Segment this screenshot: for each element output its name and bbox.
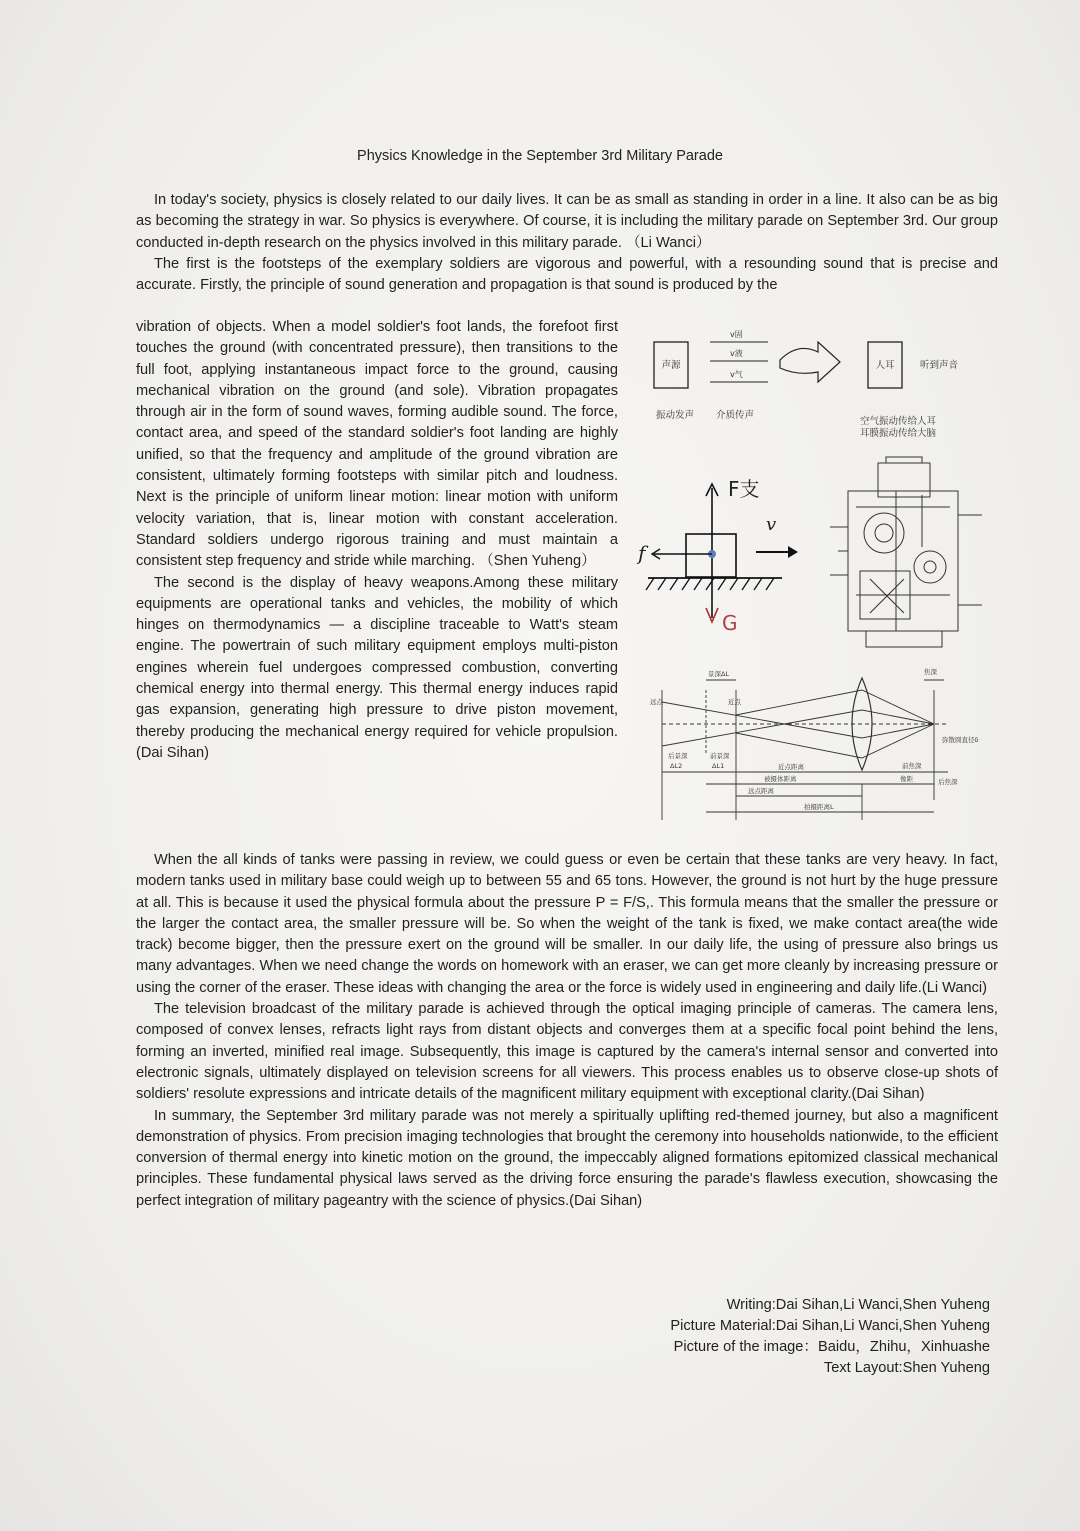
engine-block-outline: [848, 491, 958, 631]
caption-vibration: 振动发声: [656, 410, 695, 421]
force-diagram: [632, 468, 817, 638]
front-focus-label: 前焦深: [902, 762, 922, 770]
ear-label: 人耳: [875, 360, 895, 371]
paragraph-camera: The television broadcast of the military parade is achieved through the optical imaging principle of cameras. The camera lens, composed of convex lenses, refracts light rays from distant objects and converges them at a specific focal point behind the lens, forming an inverted, minified real image. Subsequently, this image is captured by the camera's internal sensor and converted into electronic signals, ultimately displayed on television screens for all viewers. This process enables us to observe close-up shots of soldiers' resolute expressions and intricate details of the magnificent military equipment with exceptional clarity.(Dai Sihan): [136, 1001, 998, 1103]
paragraph-heavy-weapons: The second is the display of heavy weapons.Among these military equipments are operational tanks and vehicles, the mobility of which hinges on thermodynamics — a discipline traceable to Watt's steam engine. The powertrain of such military equipment employs multi-piston engines wherein fuel undergoes compressed combustion, converting chemical energy into thermal energy. This thermal energy induces rapid gas expansion, generating high pressure to drive piston movement, thereby producing the mechanical energy required for vehicle propulsion.(Dai Sihan): [136, 574, 618, 761]
engine-base: [866, 631, 942, 647]
subject-distance-label: 被摄体距离: [764, 775, 797, 783]
velocity-label: v: [766, 514, 777, 535]
rear-depth-top-label: 景深ΔL: [708, 670, 730, 678]
paragraph-pressure: When the all kinds of tanks were passing in review, we could guess or even be certain that these tanks are very heavy. In fact, modern tanks used in military base could weigh up to between 55 and 65 tons. However, the ground is not hurt by the huge pressure at all. This is because it used the physical formula about the pressure P = F/S,. This formula means that the smaller the pressure or the larger the contact area, the smaller pressure will be. So when the weight of the tank is fixed, we make contact area(the wide track) become bigger, then the pressure exert on the ground will be smaller. In our daily life, the using of pressure also brings us many advantages. When we need change the words on homework with an eraser, we can get more cleanly by increasing pressure or using the corner of the eraser. These ideas with changing the area or the force is widely used in engineering and daily life.(Li Wanci): [136, 852, 998, 996]
body-text: [136, 850, 998, 1212]
paragraph-intro: In today's society, physics is closely related to our daily lives. It can be as small as standing in order in a line. It also can be as big as becoming the strategy in war. So physics is everywhere. Of course, it is including the military parade on September 3rd. Our group conducted in-depth research on the physics involved in this military parade. （Li Wanci）: [136, 192, 998, 251]
paragraph-footsteps: The first is the footsteps of the exemplary soldiers are vigorous and powerful, with a resounding sound that is precise and accurate. Firstly, the principle of sound generation and propagation is that sound is produced by the: [136, 255, 998, 294]
back-focus-label: 后焦深: [938, 778, 958, 786]
credit-writing: Writing:Dai Sihan,Li Wanci,Shen Yuheng: [726, 1297, 990, 1313]
engine-gear-left-hub: [875, 524, 893, 542]
credits-block: [670, 1295, 990, 1379]
credit-layout: Text Layout:Shen Yuheng: [823, 1360, 990, 1376]
far-distance-label: 远点距离: [748, 787, 774, 795]
engine-crank-cross: [870, 579, 904, 613]
hear-label: 听到声音: [920, 360, 959, 371]
support-force-label: F支: [728, 477, 760, 501]
paragraph-summary: In summary, the September 3rd military parade was not merely a spiritually uplifting red-themed journey, but also a magnificent demonstration of physics. From precision imaging technologies that brought the ceremony into households nationwide, to the efficient conversion of thermal energy into kinetic motion on the ground, the impeccably aligned formations epitomized classical mechanical principles. These fundamental physical laws served as the driving force ensuring the parade's flawless execution, showcasing the perfect integration of military pageantry with the science of physics.(Dai Sihan): [136, 1107, 998, 1209]
velocity-arrowhead: [788, 546, 798, 558]
front-depth-label: 前景深: [710, 752, 730, 760]
sound-propagation-diagram: [640, 320, 1000, 450]
propagation-big-arrow: [780, 342, 840, 382]
engine-pipes: [830, 515, 982, 605]
shooting-distance-label: 拍摄距离L: [804, 803, 834, 811]
engine-gear-left: [864, 513, 904, 553]
credit-picture-material: Picture Material:Dai Sihan,Li Wanci,Shen Yuheng: [670, 1318, 990, 1334]
engine-structure-lines: [856, 491, 950, 631]
credit-picture-source: Picture of the image：Baidu，Zhihu，Xinhuashe: [673, 1339, 990, 1355]
sound-source-label: 声源: [661, 360, 681, 371]
circle-of-confusion-label: 弥散圆直径δ: [942, 736, 979, 744]
near-distance-label: 近点距离: [778, 763, 804, 771]
engine-gear-right-hub: [924, 561, 936, 573]
ground-hatching: [646, 578, 774, 590]
near-point-label: 近点: [728, 698, 741, 706]
front-depth-symbol: ΔL1: [712, 762, 725, 770]
caption-air-to-ear: 空气振动传给人耳: [860, 416, 937, 427]
rear-depth-symbol: ΔL2: [670, 762, 683, 770]
velocity-solid-label: v固: [730, 330, 743, 339]
image-distance-label: 像距: [900, 775, 913, 783]
gravity-label: G: [722, 611, 738, 635]
lens-depth-of-field-diagram: [648, 660, 993, 832]
focus-depth-top-label: 焦深: [924, 668, 937, 676]
far-point-label: 远点: [650, 698, 663, 706]
engine-gear-right: [914, 551, 946, 583]
paragraph-footsteps-continued: vibration of objects. When a model soldier's foot lands, the forefoot first touches the ground (with concentrated pressure), then transitions to the full foot, applying instantaneous impact force to the ground, causing mechanical vibration on the ground (and sole). Vibration propagates through air in the form of sound waves, forming audible sound. The force, contact area, and speed of the standard soldier's foot landing are highly unified, so that the frequency and amplitude of the ground vibration are consistent, ultimately forming footsteps with similar pitch and loudness. Next is the principle of uniform linear motion: linear motion with uniform velocity variation, that is, linear motion with constant acceleration. Standard soldiers undergo rigorous training and must maintain a consistent step frequency and stride while marching. （Shen Yuheng）: [136, 319, 618, 570]
friction-label: f: [638, 541, 646, 565]
caption-eardrum-to-brain: 耳膜振动传给大脑: [860, 428, 937, 439]
engine-top-cap: [886, 457, 922, 463]
left-column-text: [136, 317, 618, 764]
intro-text: [136, 190, 998, 296]
engine-intake: [878, 463, 930, 497]
caption-medium: 介质传声: [716, 410, 755, 421]
velocity-gas-label: v气: [730, 370, 743, 379]
document-title: Physics Knowledge in the September 3rd Military Parade: [357, 148, 723, 164]
velocity-liquid-label: v液: [730, 349, 743, 358]
rear-depth-label: 后景深: [668, 752, 688, 760]
engine-illustration: [826, 455, 991, 655]
